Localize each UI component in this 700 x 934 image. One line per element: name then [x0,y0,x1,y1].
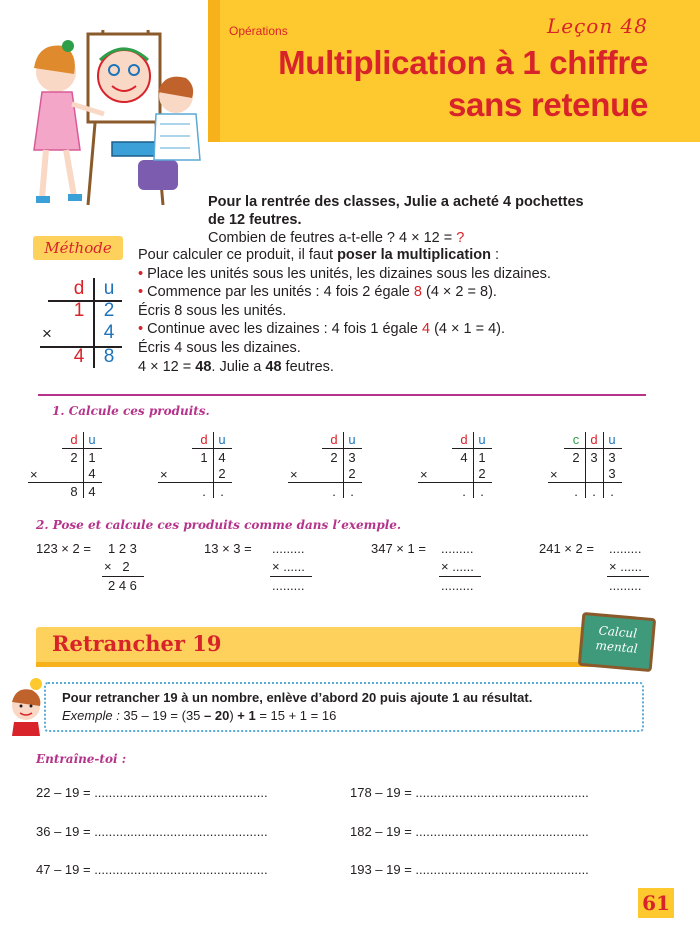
grid-result-rule [158,482,232,483]
grid-result-cell[interactable]: . [574,484,578,499]
grid-header-rule [192,448,232,449]
grid-header: d [590,432,598,447]
grid-header: d [330,432,338,447]
method-example-table: d u 1 2 × 4 4 8 [40,278,130,368]
grid-cell: 1 [478,450,486,465]
grid-result-cell[interactable]: . [610,484,614,499]
grid-cell: 2 [348,466,356,481]
grid-result-cell[interactable]: . [202,484,206,499]
grid-cell: 3 [608,466,616,481]
grid-header-rule [62,448,102,449]
grid-result-rule [28,482,102,483]
answer-blank[interactable]: × ...... [272,559,305,574]
grid-column-rule [585,432,586,498]
banner-ribbon [208,0,220,142]
problem-statement: Pour la rentrée des classes, Julie a acheté 4 pochettes de 12 feutres. Combien de feutres a-t-elle ? 4 × 12 = ? [208,194,584,246]
calcul-mental-board: Calcul mental [578,612,656,672]
grid-cell: 1 [200,450,208,465]
grid-result-cell[interactable]: . [332,484,336,499]
grid-column-rule [343,432,344,498]
multiply-sign: × [290,467,298,482]
grid-cell: 4 [88,466,96,481]
grid-header: d [200,432,208,447]
product-grid [28,432,102,498]
grid-result-cell[interactable]: . [350,484,354,499]
grid-cell: 3 [348,450,356,465]
lesson-number: Leçon 48 [546,14,648,38]
answer-blank[interactable]: × ...... [441,559,474,574]
grid-cell: 3 [590,450,598,465]
mental-math-title: Retrancher 19 [52,631,222,656]
grid-result-cell: 8 [70,484,78,499]
grid-result-cell[interactable]: . [592,484,596,499]
grid-result-cell[interactable]: . [480,484,484,499]
answer-blank[interactable]: ......... [609,578,642,593]
multiply-sign: × [160,467,168,482]
grid-cell: 3 [608,450,616,465]
grid-header: u [348,432,356,447]
grid-column-rule [213,432,214,498]
practice-title: Entraîne-toi : [36,752,127,766]
section-divider [38,394,646,396]
grid-result-rule [418,482,492,483]
grid-header: c [572,432,580,447]
grid-result-cell[interactable]: . [462,484,466,499]
multiply-sign: × [550,467,558,482]
children-painting-illustration [8,20,208,210]
grid-cell: 2 [218,466,226,481]
practice-item[interactable]: 36 – 19 = ................................................ [36,824,268,839]
answer-blank[interactable]: × ...... [609,559,642,574]
practice-item[interactable]: 22 – 19 = ................................................ [36,785,268,800]
grid-cell: 4 [218,450,226,465]
practice-item[interactable]: 178 – 19 = ................................................ [350,785,589,800]
grid-result-rule [288,482,362,483]
grid-result-cell[interactable]: . [220,484,224,499]
method-badge: Méthode [33,236,123,260]
grid-cell: 2 [478,466,486,481]
grid-result-rule [548,482,622,483]
practice-item[interactable]: 47 – 19 = ................................................ [36,862,268,877]
grid-cell: 4 [460,450,468,465]
grid-column-rule [603,432,604,498]
mental-math-banner-edge [36,662,608,667]
page-number: 61 [638,888,674,918]
page-title: Multiplication à 1 chiffre sans retenue [278,44,648,123]
grid-result-cell: 4 [88,484,96,499]
product-grid [418,432,492,498]
grid-cell: 2 [572,450,580,465]
practice-item[interactable]: 182 – 19 = ................................................ [350,824,589,839]
rule-text: Pour retrancher 19 à un nombre, enlève d’abord 20 puis ajoute 1 au résultat. [62,690,533,705]
grid-header: u [608,432,616,447]
practice-item[interactable]: 193 – 19 = ................................................ [350,862,589,877]
grid-header: u [478,432,486,447]
grid-header: d [70,432,78,447]
method-explanation: Pour calculer ce produit, il faut poser la multiplication : • Place les unités sous les unités, les dizaines sous les dizaines. • Commence par les unités : 4 fois 2 égale 8 (4 × 2 = 8). Écris 8 sous les unités. • Continue avec les dizaines : 4 fois 1 égale 4 (4 × 1 = 4). Écris 4 sous les dizaines. 4 × 12 = 48. Julie a 48 feutres. [138,247,551,375]
answer-blank[interactable]: ......... [272,578,305,593]
rule-example: Exemple : 35 – 19 = (35 – 20) + 1 = 15 + 1 = 16 [62,708,337,723]
grid-header: d [460,432,468,447]
product-grid [548,432,622,498]
grid-header: u [218,432,226,447]
answer-blank[interactable]: ......... [441,578,474,593]
grid-cell: 1 [88,450,96,465]
grid-header-rule [322,448,362,449]
grid-header-rule [452,448,492,449]
grid-cell: 2 [70,450,78,465]
grid-header: u [88,432,96,447]
grid-cell: 2 [330,450,338,465]
section-label: Opérations [229,24,288,38]
product-grid [288,432,362,498]
grid-column-rule [83,432,84,498]
grid-header-rule [564,448,622,449]
multiply-sign: × [30,467,38,482]
product-grid [158,432,232,498]
exercise-1-title: 1. Calcule ces produits. [52,404,210,418]
exercise-2-title: 2. Pose et calcule ces produits comme dans l’exemple. [36,518,402,532]
grid-column-rule [473,432,474,498]
multiply-sign: × [420,467,428,482]
